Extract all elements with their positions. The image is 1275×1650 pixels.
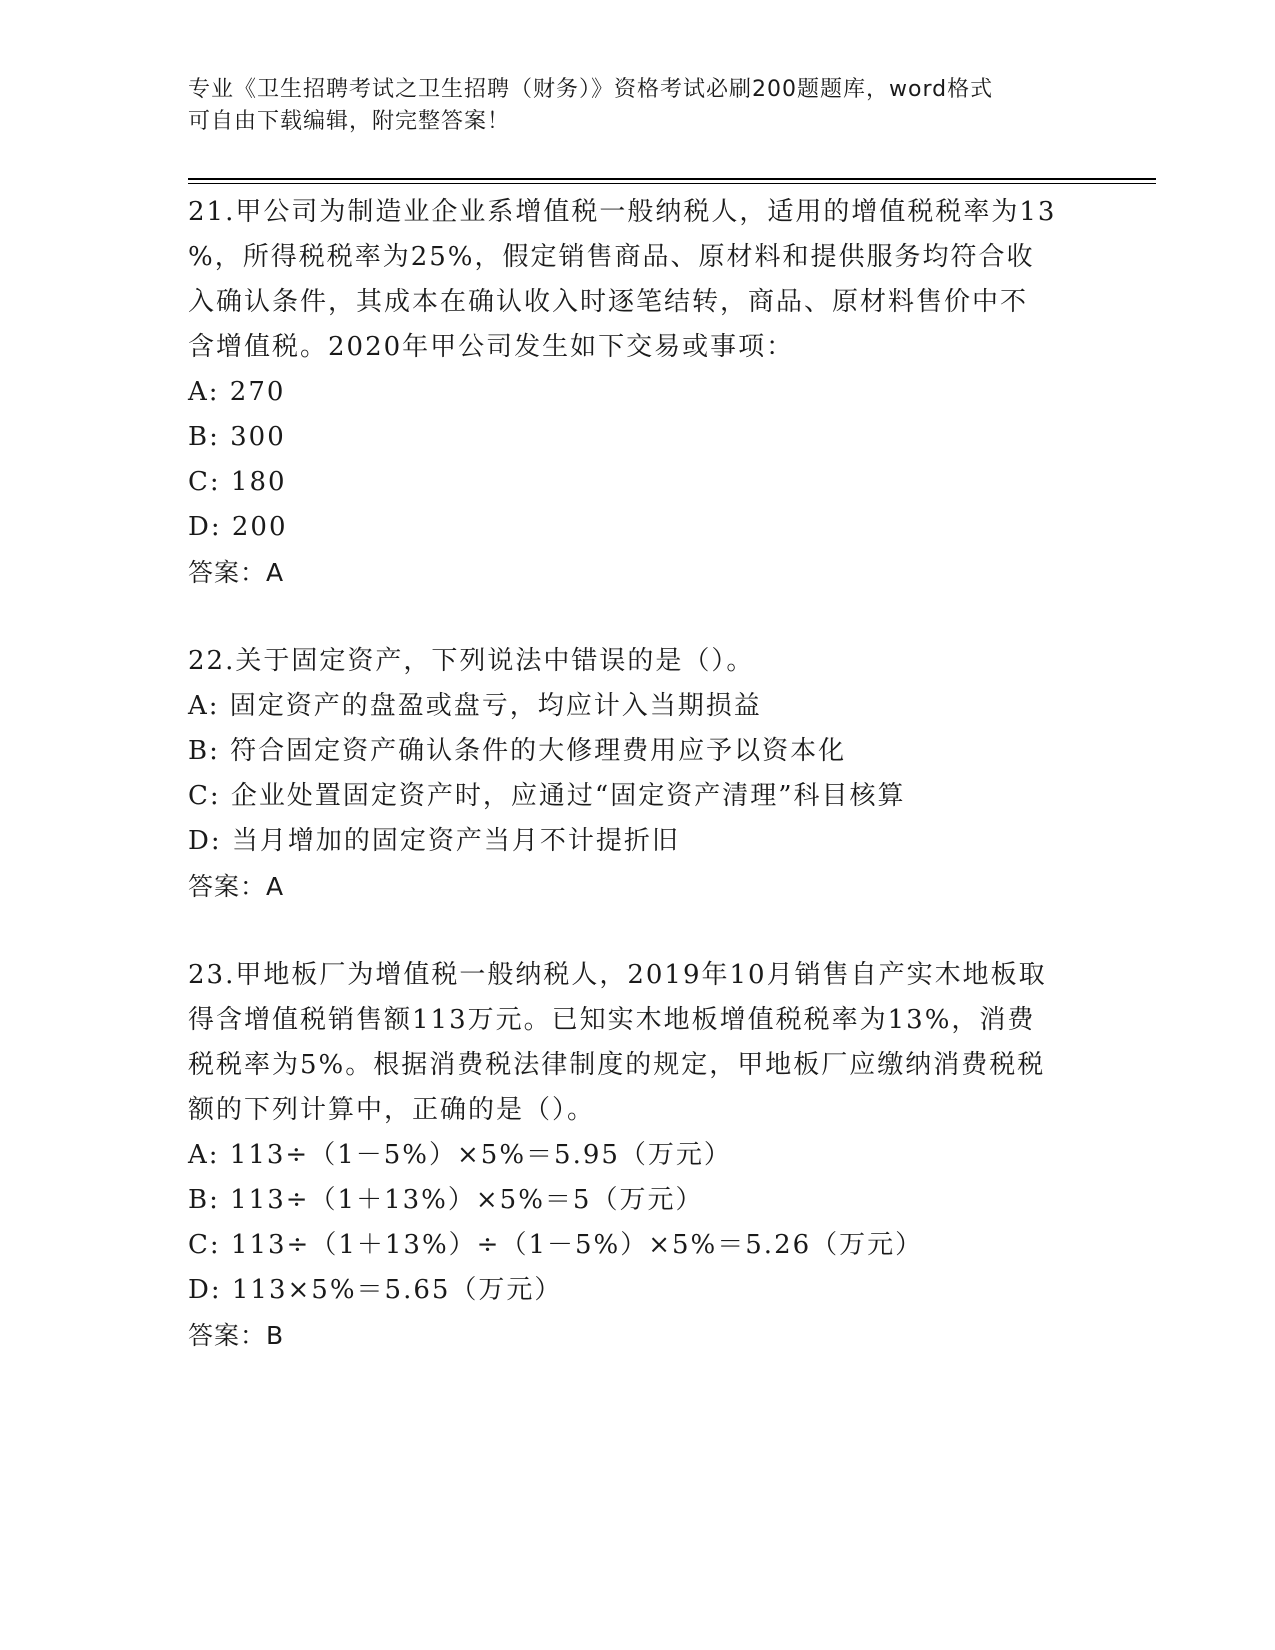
- header-line-2: 可自由下载编辑，附完整答案！: [188, 109, 511, 134]
- header-divider-thick: [188, 178, 1156, 180]
- question-stem: [188, 953, 1088, 1133]
- option-b: B: 符合固定资产确认条件的大修理费用应予以资本化: [188, 736, 847, 766]
- stem-line: 23.甲地板厂为增值税一般纳税人，2019年10月销售自产实木地板取: [188, 960, 1047, 990]
- question-21: [188, 190, 1088, 595]
- option-c: C: 企业处置固定资产时，应通过“固定资产清理”科目核算: [188, 781, 906, 811]
- stem-line: 额的下列计算中，正确的是（）。: [188, 1095, 596, 1125]
- stem-line: 22.关于固定资产，下列说法中错误的是（）。: [188, 646, 755, 676]
- stem-line: 含增值税。2020年甲公司发生如下交易或事项：: [188, 332, 795, 362]
- option-d: D: 当月增加的固定资产当月不计提折旧: [188, 826, 680, 856]
- answer: 答案：A: [188, 872, 285, 901]
- header-divider-thin: [188, 183, 1156, 184]
- question-stem: [188, 190, 1088, 370]
- option-b: B: 300: [188, 422, 286, 452]
- stem-line: %，所得税税率为25%，假定销售商品、原材料和提供服务均符合收: [188, 242, 1035, 272]
- option-a: A: 270: [188, 377, 286, 407]
- option-d: D: 200: [188, 512, 288, 542]
- stem-line: 税税率为5%。根据消费税法律制度的规定，甲地板厂应缴纳消费税税: [188, 1050, 1046, 1080]
- option-b: B: 113÷（1＋13%）×5%＝5（万元）: [188, 1185, 704, 1215]
- document-header: [188, 74, 1088, 138]
- option-c: C: 180: [188, 467, 287, 497]
- option-a: A: 固定资产的盘盈或盘亏，均应计入当期损益: [188, 691, 762, 721]
- question-22: [188, 639, 1088, 909]
- answer: 答案：A: [188, 558, 285, 587]
- stem-line: 得含增值税销售额113万元。已知实木地板增值税税率为13%，消费: [188, 1005, 1036, 1035]
- option-d: D: 113×5%＝5.65（万元）: [188, 1275, 563, 1305]
- stem-line: 入确认条件，其成本在确认收入时逐笔结转，商品、原材料售价中不: [188, 287, 1029, 317]
- answer: 答案：B: [188, 1321, 285, 1350]
- stem-line: 21.甲公司为制造业企业系增值税一般纳税人，适用的增值税税率为13: [188, 197, 1057, 227]
- option-a: A: 113÷（1－5%）×5%＝5.95（万元）: [188, 1140, 732, 1170]
- option-c: C: 113÷（1＋13%）÷（1－5%）×5%＝5.26（万元）: [188, 1230, 924, 1260]
- question-list: [188, 190, 1088, 1402]
- question-23: [188, 953, 1088, 1358]
- question-stem: [188, 639, 1088, 684]
- header-line-1: 专业《卫生招聘考试之卫生招聘（财务）》资格考试必刷200题题库，word格式: [188, 77, 994, 102]
